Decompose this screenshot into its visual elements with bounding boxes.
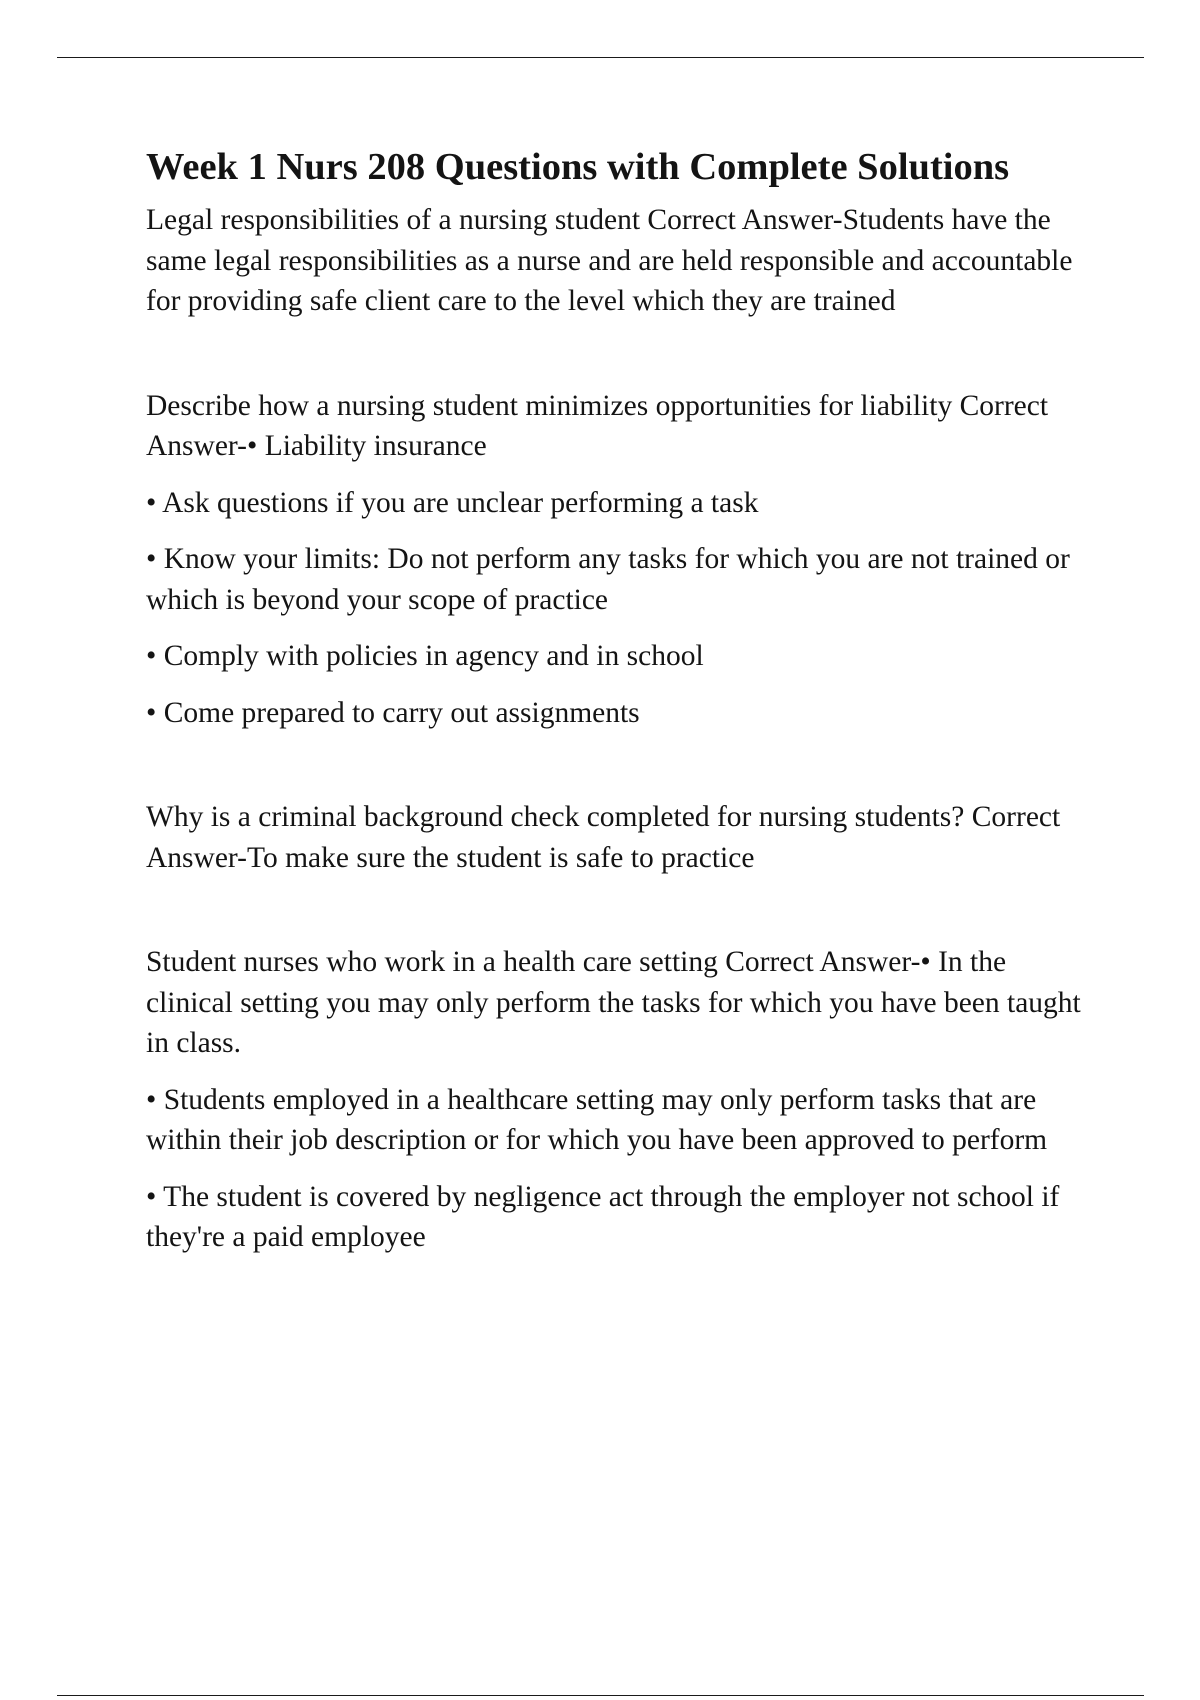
qa-item [146, 200, 1096, 322]
qa-item [146, 797, 1096, 878]
qa-bullet: • Come prepared to carry out assignments [146, 696, 640, 729]
qa-bullet: • Comply with policies in agency and in school [146, 640, 704, 672]
document-body [146, 142, 1096, 1258]
qa-bullet: • Students employed in a healthcare setting may only perform tasks that are within their job description or for which you have been approved to perform [146, 1083, 1048, 1156]
qa-question-answer: Why is a criminal background check completed for nursing students? Correct Answer-To make sure the student is safe to practice [146, 801, 1061, 874]
qa-question-answer: Describe how a nursing student minimizes opportunities for liability Correct Answer-• Liability insurance [146, 389, 1049, 462]
footer-rule [57, 1695, 1144, 1696]
qa-item [146, 386, 1096, 734]
qa-item [146, 942, 1096, 1258]
header-rule [57, 57, 1144, 58]
qa-bullet: • The student is covered by negligence act through the employer not school if they're a paid employee [146, 1180, 1060, 1253]
qa-bullet: • Ask questions if you are unclear performing a task [146, 486, 759, 519]
document-title: Week 1 Nurs 208 Questions with Complete Solutions [146, 146, 1010, 188]
qa-question-answer: Legal responsibilities of a nursing student Correct Answer-Students have the same legal responsibilities as a nurse and are held responsible and accountable for providing safe client care to the level which they are trained [146, 204, 1073, 317]
qa-question-answer: Student nurses who work in a health care setting Correct Answer-• In the clinical setting you may only perform the tasks for which you have been taught in class. [146, 946, 1081, 1059]
qa-bullet: • Know your limits: Do not perform any tasks for which you are not trained or which is beyond your scope of practice [146, 543, 1070, 616]
